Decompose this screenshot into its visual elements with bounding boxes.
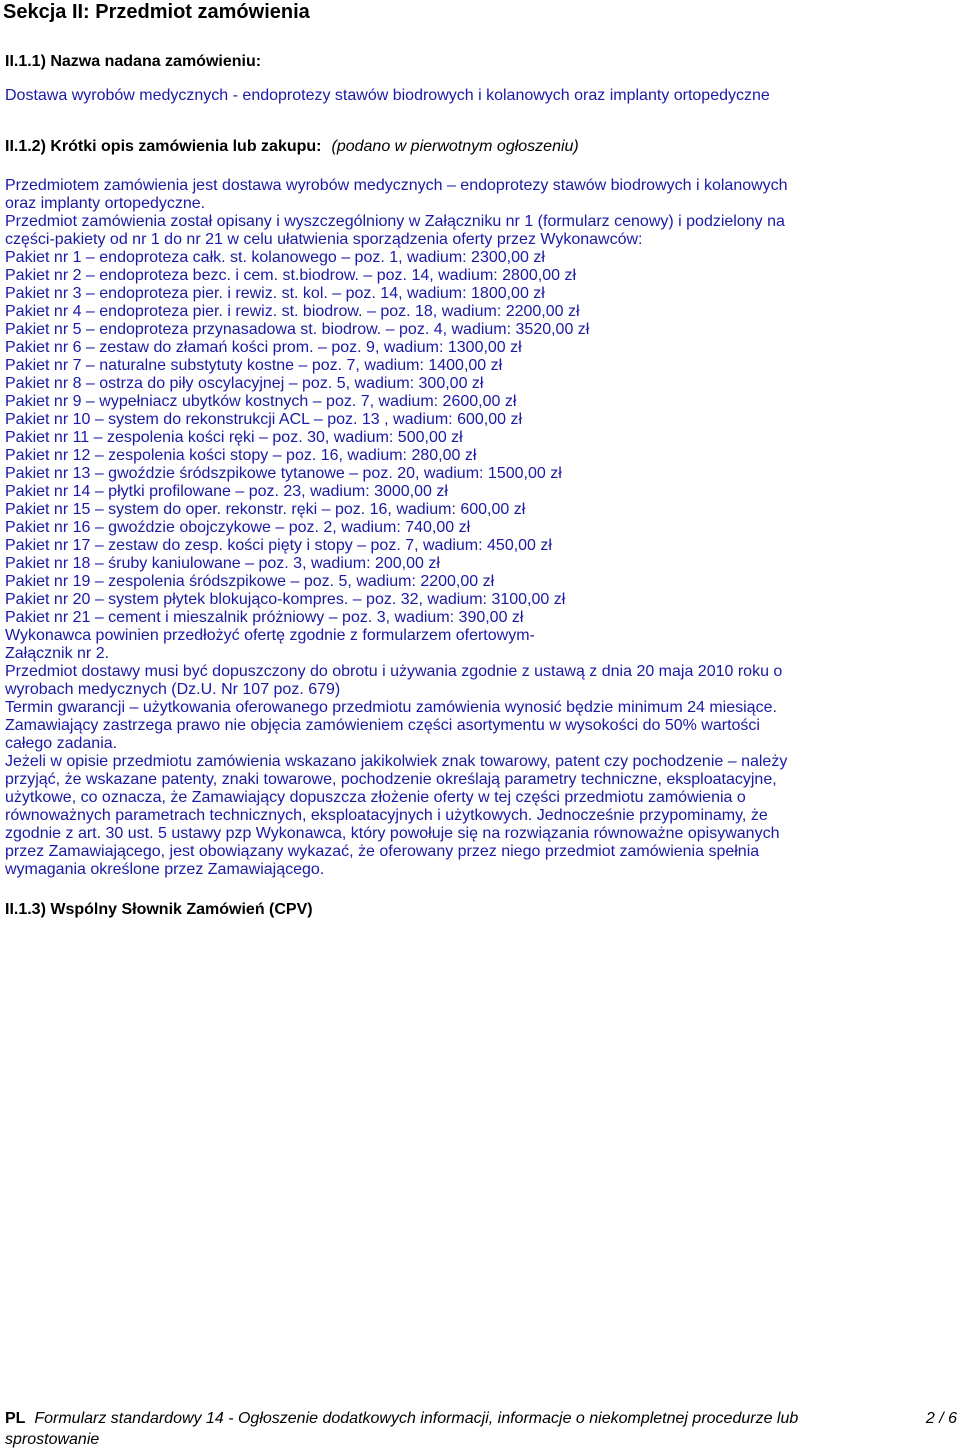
- description-line: Pakiet nr 2 – endoproteza bezc. i cem. st.biodrow. – poz. 14, wadium: 2800,00 zł: [5, 267, 576, 284]
- description-line: wyrobach medycznych (Dz.U. Nr 107 poz. 679): [5, 681, 341, 698]
- heading-ii-1-2-label: II.1.2) Krótki opis zamówienia lub zakupu:: [5, 138, 322, 155]
- description-line: Zamawiający zastrzega prawo nie objęcia zamówieniem części asortymentu w wysokości do 50% wartości: [5, 717, 760, 734]
- description-line: Pakiet nr 19 – zespolenia śródszpikowe – poz. 5, wadium: 2200,00 zł: [5, 573, 495, 590]
- description-line: Pakiet nr 10 – system do rekonstrukcji ACL – poz. 13 , wadium: 600,00 zł: [5, 411, 522, 428]
- description-line: Pakiet nr 14 – płytki profilowane – poz. 23, wadium: 3000,00 zł: [5, 483, 448, 500]
- description-line: przyjąć, że wskazane patenty, znaki towarowe, pochodzenie określają parametry techniczne, eksploatacyjne,: [5, 771, 777, 788]
- footer-form-line1: Formularz standardowy 14 - Ogłoszenie dodatkowych informacji, informacje o niekompletnej procedurze lub: [34, 1410, 799, 1427]
- footer-lang: PL: [5, 1410, 26, 1427]
- description-line: oraz implanty ortopedyczne.: [5, 195, 206, 212]
- page-number: 2 / 6: [925, 1410, 957, 1427]
- description-line: Jeżeli w opisie przedmiotu zamówienia wskazano jakikolwiek znak towarowy, patent czy pochodzenie – należy: [5, 753, 788, 770]
- description-line: Pakiet nr 9 – wypełniacz ubytków kostnych – poz. 7, wadium: 2600,00 zł: [5, 393, 517, 410]
- description-line: Pakiet nr 7 – naturalne substytuty kostne – poz. 7, wadium: 1400,00 zł: [5, 357, 503, 374]
- description-line: Przedmiotem zamówienia jest dostawa wyrobów medycznych – endoprotezy stawów biodrowych i kolanowych: [5, 177, 788, 194]
- section-title: Sekcja II: Przedmiot zamówienia: [3, 1, 310, 23]
- description-line: Pakiet nr 8 – ostrza do piły oscylacyjnej – poz. 5, wadium: 300,00 zł: [5, 375, 484, 392]
- heading-ii-1-2: [5, 137, 579, 157]
- description-line: Przedmiot zamówienia został opisany i wyszczególniony w Załączniku nr 1 (formularz cenowy) i podzielony na: [5, 213, 785, 230]
- description-line: zgodnie z art. 30 ust. 5 ustawy pzp Wykonawca, który powołuje się na rozwiązania równoważne opisywanych: [5, 825, 780, 842]
- description-line: Przedmiot dostawy musi być dopuszczony do obrotu i używania zgodnie z ustawą z dnia 20 maja 2010 roku o: [5, 663, 783, 680]
- description-line: Pakiet nr 18 – śruby kaniulowane – poz. 3, wadium: 200,00 zł: [5, 555, 440, 572]
- description-line: Pakiet nr 5 – endoproteza przynasadowa st. biodrow. – poz. 4, wadium: 3520,00 zł: [5, 321, 590, 338]
- description-line: wymagania określone przez Zamawiającego.: [5, 861, 325, 878]
- description-line: części-pakiety od nr 1 do nr 21 w celu ułatwienia sporządzenia oferty przez Wykonawców:: [5, 231, 643, 248]
- description-line: Pakiet nr 13 – gwoździe śródszpikowe tytanowe – poz. 20, wadium: 1500,00 zł: [5, 465, 562, 482]
- footer-form-line2: sprostowanie: [5, 1431, 100, 1448]
- description-line: Pakiet nr 21 – cement i mieszalnik próżniowy – poz. 3, wadium: 390,00 zł: [5, 609, 524, 626]
- description-line: Pakiet nr 16 – gwoździe obojczykowe – poz. 2, wadium: 740,00 zł: [5, 519, 471, 536]
- description-line: Pakiet nr 11 – zespolenia kości ręki – poz. 30, wadium: 500,00 zł: [5, 429, 463, 446]
- heading-ii-1-1: II.1.1) Nazwa nadana zamówieniu:: [5, 53, 262, 70]
- description-line: Pakiet nr 1 – endoproteza całk. st. kolanowego – poz. 1, wadium: 2300,00 zł: [5, 249, 545, 266]
- description-line: Pakiet nr 6 – zestaw do złamań kości prom. – poz. 9, wadium: 1300,00 zł: [5, 339, 522, 356]
- description-line: przez Zamawiającego, jest obowiązany wykazać, że oferowany przez niego przedmiot zamówienia spełnia: [5, 843, 760, 860]
- contract-name-value: Dostawa wyrobów medycznych - endoprotezy stawów biodrowych i kolanowych oraz implanty ortopedyczne: [5, 87, 770, 104]
- short-description: [5, 177, 957, 879]
- description-line: Termin gwarancji – użytkowania oferowanego przedmiotu zamówienia wynosić będzie minimum 24 miesiące.: [5, 699, 777, 716]
- page-footer: [5, 1408, 798, 1450]
- description-line: Pakiet nr 12 – zespolenia kości stopy – poz. 16, wadium: 280,00 zł: [5, 447, 477, 464]
- description-line: Pakiet nr 3 – endoproteza pier. i rewiz. st. kol. – poz. 14, wadium: 1800,00 zł: [5, 285, 545, 302]
- description-line: Pakiet nr 20 – system płytek blokująco-kompres. – poz. 32, wadium: 3100,00 zł: [5, 591, 566, 608]
- description-line: całego zadania.: [5, 735, 118, 752]
- description-line: równoważnych parametrach technicznych, eksploatacyjnych i użytkowych. Jednocześnie przypominamy, że: [5, 807, 768, 824]
- description-line: użytkowe, co oznacza, że Zamawiający dopuszcza złożenie oferty w tej części przedmiotu zamówienia o: [5, 789, 746, 806]
- description-line: Pakiet nr 4 – endoproteza pier. i rewiz. st. biodrow. – poz. 18, wadium: 2200,00 zł: [5, 303, 580, 320]
- heading-ii-1-3: II.1.3) Wspólny Słownik Zamówień (CPV): [5, 901, 313, 918]
- description-line: Załącznik nr 2.: [5, 645, 110, 662]
- description-line: Pakiet nr 15 – system do oper. rekonstr. ręki – poz. 16, wadium: 600,00 zł: [5, 501, 526, 518]
- heading-ii-1-2-note: (podano w pierwotnym ogłoszeniu): [331, 138, 579, 155]
- description-line: Wykonawca powinien przedłożyć ofertę zgodnie z formularzem ofertowym-: [5, 627, 535, 644]
- description-line: Pakiet nr 17 – zestaw do zesp. kości pięty i stopy – poz. 7, wadium: 450,00 zł: [5, 537, 552, 554]
